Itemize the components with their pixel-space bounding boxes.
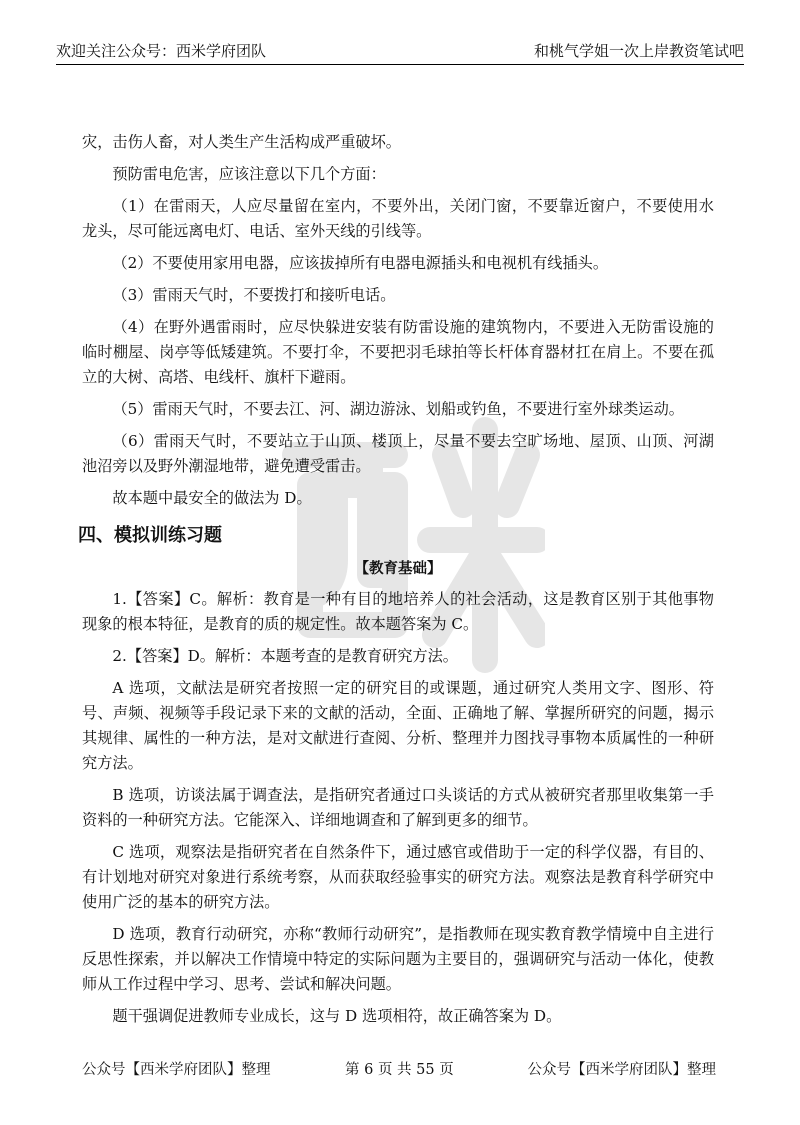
paragraph: （6）雷雨天气时，不要站立于山顶、楼顶上，尽量不要去空旷场地、屋顶、山顶、河湖池沼旁以及野外潮湿地带，避免遭受雷击。	[82, 432, 714, 475]
paragraph: 2.【答案】D。解析：本题考查的是教育研究方法。	[112, 647, 458, 665]
section-heading: 四、模拟训练习题	[78, 525, 222, 546]
footer-right-text: 公众号【西米学府团队】整理	[527, 1062, 716, 1078]
paragraph: （4）在野外遇雷雨时，应尽快躲进安装有防雷设施的建筑物内，不要进入无防雷设施的临时棚屋、岗亭等低矮建筑。不要打伞，不要把羽毛球拍等长杆体育器材扛在肩上。不要在孤立的大树、高塔、电线杆、旗杆下避雨。	[82, 318, 714, 386]
page-content	[78, 130, 714, 1036]
subsection-heading: 【教育基础】	[354, 560, 442, 577]
header-left-text: 欢迎关注公众号：西米学府团队	[56, 42, 267, 60]
paragraph: （1）在雷雨天，人应尽量留在室内，不要外出，关闭门窗，不要靠近窗户，不要使用水龙头，尽可能远离电灯、电话、室外天线的引线等。	[82, 197, 714, 240]
paragraph: 灾，击伤人畜，对人类生产生活构成严重破坏。	[82, 133, 401, 151]
paragraph: A 选项，文献法是研究者按照一定的研究目的或课题，通过研究人类用文字、图形、符号、声频、视频等手段记录下来的文献的活动，全面、正确地了解、掌握所研究的问题，揭示其规律、属性的一种方法，是对文献进行查阅、分析、整理并力图找寻事物本质属性的一种研究方法。	[82, 679, 714, 772]
paragraph: 题干强调促进教师专业成长，这与 D 选项相符，故正确答案为 D。	[112, 1007, 562, 1025]
paragraph: （5）雷雨天气时，不要去江、河、湖边游泳、划船或钓鱼，不要进行室外球类运动。	[112, 400, 684, 418]
paragraph: （3）雷雨天气时，不要拨打和接听电话。	[112, 286, 396, 304]
paragraph: 1.【答案】C。解析：教育是一种有目的地培养人的社会活动，这是教育区别于其他事物现象的根本特征，是教育的质的规定性。故本题答案为 C。	[82, 590, 714, 633]
page-header	[56, 38, 744, 65]
paragraph: D 选项，教育行动研究，亦称“教师行动研究”，是指教师在现实教育教学情境中自主进行反思性探索，并以解决工作情境中特定的实际问题为主要目的，强调研究与活动一体化，使教师从工作过程中学习、思考、尝试和解决问题。	[82, 925, 714, 993]
footer-left-text: 公众号【西米学府团队】整理	[82, 1062, 271, 1078]
header-right-text: 和桃气学姐一次上岸教资笔试吧	[533, 42, 744, 60]
paragraph: C 选项，观察法是指研究者在自然条件下，通过感官或借助于一定的科学仪器，有目的、有计划地对研究对象进行系统考察，从而获取经验事实的研究方法。观察法是教育科学研究中使用广泛的基本的研究方法。	[82, 843, 714, 911]
paragraph: 故本题中最安全的做法为 D。	[112, 489, 312, 507]
page-footer	[82, 1058, 716, 1080]
page-number: 第 6 页 共 55 页	[345, 1062, 454, 1078]
paragraph: （2）不要使用家用电器，应该拔掉所有电器电源插头和电视机有线插头。	[112, 254, 609, 272]
paragraph: 预防雷电危害，应该注意以下几个方面：	[112, 165, 386, 183]
paragraph: B 选项，访谈法属于调查法，是指研究者通过口头谈话的方式从被研究者那里收集第一手资料的一种研究方法。它能深入、详细地调查和了解到更多的细节。	[82, 786, 714, 829]
